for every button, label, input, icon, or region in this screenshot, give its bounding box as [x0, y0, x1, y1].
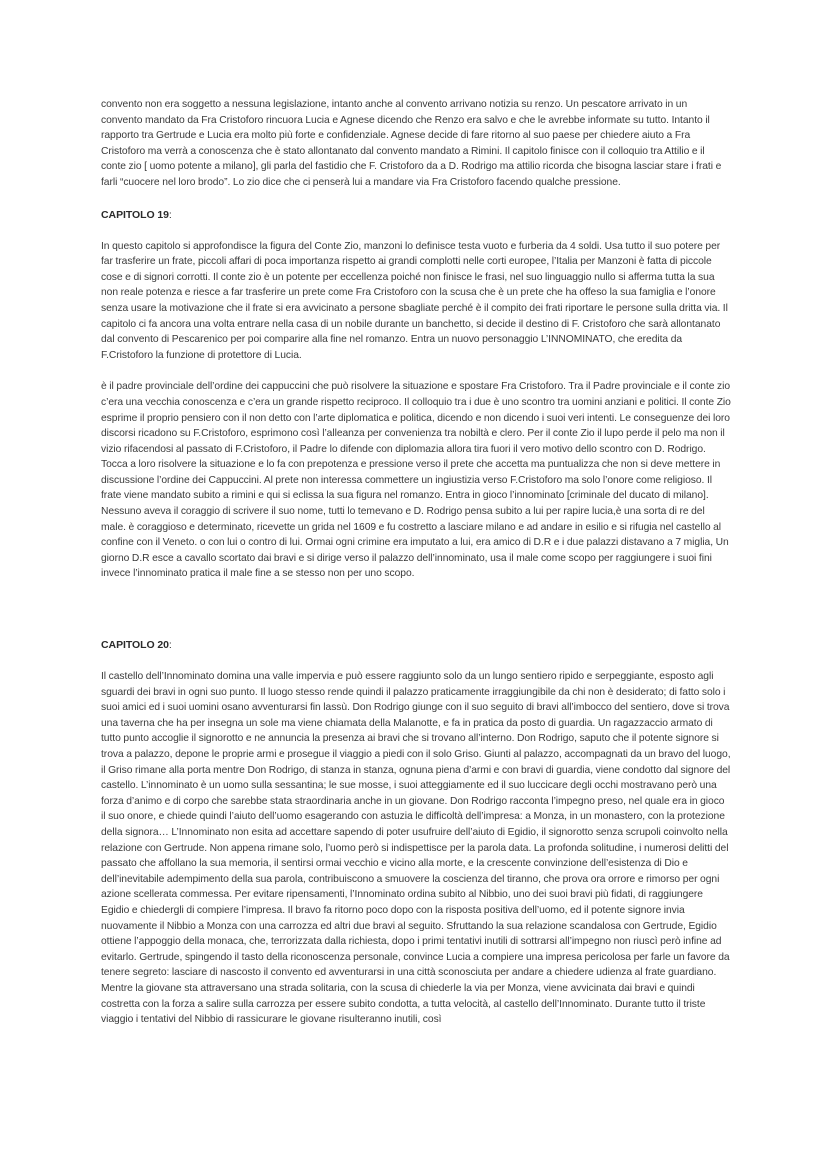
chapter-20-paragraph-1: Il castello dell’Innominato domina una valle impervia e può essere raggiunto solo da un lungo sentiero ripido e serpeggiante, esposto agli sguardi dei bravi in ogni suo punto. Il luogo stesso rende quindi il palazzo praticamente irraggiungibile da chi non è desiderato; di fatto solo i suoi amici ed i suoi uomini osano avventurarsi fin lassù. Don Rodrigo giunge con il suo seguito di bravi all’imbocco del sentiero, dove si trova una taverna che ha per insegna un sole ma viene chiamata della Malanotte, e fa in pratica da posto di guardia. Un ragazzaccio armato di tutto punto accoglie il signorotto e ne annuncia la presenza ai bravi che si trovano all’interno. Don Rodrigo, saputo che il potente signore si trova a palazzo, depone le proprie armi e prosegue il viaggio a piedi con il solo Griso. Giunti al palazzo, accompagnati da un bravo del luogo, il Griso rimane alla porta mentre Don Rodrigo, di stanza in stanza, ognuna piena d’armi e con bravi di guardia, viene condotto dal signore del castello. L’innominato è un uomo sulla sessantina; le sue mosse, i suoi atteggiamente ed il suo luccicare degli occhi mostravano però una forza d’animo e di corpo che sarebbe stata straordinaria anche in un giovane. Don Rodrigo racconta l’impegno preso, nel quale era in gioco il suo onore, e chiede quindi l’aiuto dell’uomo esagerando con astuzia le difficoltà dell’impresa: a Monza, in un monastero, con la protezione della signora… L’Innominato non esita ad accettare sapendo di poter usufruire dell’aiuto di Egidio, il signorotto senza scrupoli coinvolto nella relazione con Gertrude. Non appena rimane solo, l’uomo però si indispettisce per la parola data. La profonda solitudine, i numerosi delitti del passato che affollano la sua memoria, il sentirsi ormai vecchio e vicino alla morte, e la crescente convinzione dell’esistenza di Dio e dell’inevitabile adempimento della sua parola, contribuiscono a smuovere la coscienza del tiranno, che prova ora orrore e rimorso per ogni azione scellerata commessa. Per evitare ripensamenti, l’Innominato ordina subito al Nibbio, uno dei suoi bravi più fidati, di raggiungere Egidio e chiedergli di compiere l’impresa. Il bravo fa ritorno poco dopo con la risposta positiva dell’uomo, ed il potente signore invia nuovamente il Nibbio a Monza con una carrozza ed altri due bravi al seguito. Sfruttando la sua relazione scandalosa con Gertrude, Egidio ottiene l’appoggio della monaca, che, terrorizzata dalla richiesta, dopo i primi tentativi inutili di sottrarsi all’impegno non riuscì però infine ad evitarlo. Gertrude, spingendo il tasto della riconoscenza personale, convince Lucia a compiere una impresa pericolosa per farle un favore da tenere segreto: lasciare di nascosto il convento ed avventurarsi in una città sconosciuta per andare a chiedere udienza al frate guardiano. Mentre la giovane sta attraversano una strada solitaria, con la scusa di chiederle la via per Monza, viene avvicinata dai bravi e quindi costretta con la forza a salire sulla carrozza per essere subito condotta, a tutta velocità, al castello dell’Innominato. Durante tutto il triste viaggio i tentativi del Nibbio di rassicurare le giovane risulteranno inutili, così	[101, 671, 731, 1026]
spacer	[101, 191, 731, 208]
chapter-20-colon: :	[168, 639, 172, 652]
spacer	[101, 582, 731, 638]
document-page	[101, 97, 731, 1028]
spacer	[101, 223, 731, 239]
chapter-20-heading	[101, 638, 731, 653]
chapter-19-colon: :	[168, 208, 172, 221]
spacer	[101, 363, 731, 379]
chapter-20-title: CAPITOLO 20	[101, 639, 169, 652]
spacer	[101, 653, 731, 669]
chapter-19-title: CAPITOLO 19	[101, 208, 169, 221]
chapter-19-paragraph-2: è il padre provinciale dell’ordine dei cappuccini che può risolvere la situazione e spostare Fra Cristoforo. Tra il Padre provinciale e il conte zio c’era una vecchia conoscenza e c’era un grande rispetto reciproco. Il colloquio tra i due è uno scontro tra uomini anziani e politici. Il conte Zio esprime il proprio pensiero con il non detto con l’arte diplomatica e politica, dicendo e non dicendo i suoi veri intenti. Le conseguenze dei loro discorsi ricadono su F.Cristoforo, esprimono così l’alleanza per convenienza tra nobiltà e clero. Per il conte Zio il lupo perde il pelo ma non il vizio rifacendosi al passato di F.Cristoforo, il Padre lo difende con diplomazia allora tira fuori il vero motivo dello scontro con D. Rodrigo. Tocca a loro risolvere la situazione e lo fa con prepotenza e pressione verso il prete che accetta ma puntualizza che non si deve mettere in discussione l’ordine dei Cappuccini. Al prete non interessa commettere un ingiustizia verso F.Cristoforo ma solo l’onore come religioso. Il frate viene mandato subito a rimini e qui si eclissa la sua figura nel romanzo. Entra in gioco l’innominato [criminale del ducato di milano]. Nessuno aveva il coraggio di scrivere il suo nome, tutti lo temevano e D. Rodrigo pensa subito a lui per rapire lucia,è una sorta di re del male. è coraggioso e determinato, ricevette un grida nel 1609 e fu costretto a lasciare milano e ad andare in esilio e si rifugia nel castello al confine con il Veneto. o con lui o contro di lui. Ormai ogni crimine era imputato a lui, era amico di D.R e i due palazzi distavano a 7 miglia, Un giorno D.R esce a cavallo scortato dai bravi e si dirige verso il palazzo dell’innominato, usa il male come scopo per raggiungere i suoi fini invece l’innominato pratica il male fine a se stesso non per uno scopo.	[101, 381, 731, 580]
paragraph-intro: convento non era soggetto a nessuna legislazione, intanto anche al convento arrivano notizia su renzo. Un pescatore arrivato in un convento mandato da Fra Cristoforo rincuora Lucia e Agnese dicendo che Renzo era salvo e che le avrebbe informate su tutto. Intanto il rapporto tra Gertrude e Lucia era molto più forte e confidenziale. Agnese decide di fare ritorno al suo paese per chiedere aiuto a Fra Cristoforo ma verrà a conoscenza che è stato allontanato dal convento mandato a Rimini. Il capitolo finisce con il colloquio tra Attilio e il conte zio [ uomo potente a milano], gli parla del fastidio che F. Cristoforo da a D. Rodrigo ma attilio ricorda che bisogna lasciar stare i frati e farli “cuocere nel loro brodo”. Lo zio dice che ci penserà lui a mandare via Fra Cristoforo facendo qualche pressione.	[101, 99, 722, 188]
chapter-19-paragraph-1: In questo capitolo si approfondisce la figura del Conte Zio, manzoni lo definisce testa vuoto e furberia da 4 soldi. Usa tutto il suo potere per far trasferire un frate, piccoli affari di poca importanza rispetto ai grandi complotti nelle corti europee, l’Italia per Manzoni è fatta di piccole cose e di signori corrotti. Il conte zio è un potente per eccellenza poiché non finisce le frasi, nel suo linguaggio nullo si afferma tutta la sua non reale potenza e riesce a far trasferire un prete come Fra Cristoforo con la scusa che è un prete che ha offeso la sua famiglia e l’onore senza usare la motivazione che il frate si era avvicinato a persone sbagliate perché è il compito dei frati riportare le persone sulla dritta via. Il capitolo ci fa ancora una volta entrare nella casa di un nobile durante un banchetto, si decide il destino di F. Cristoforo che sarà allontanato dal convento di Pescarenico per poi comparire alla fine nel romanzo. Entra un nuovo personaggio L’INNOMINATO, che eredita da F.Cristoforo la funzione di protettore di Lucia.	[101, 240, 728, 361]
chapter-19-heading	[101, 208, 731, 223]
